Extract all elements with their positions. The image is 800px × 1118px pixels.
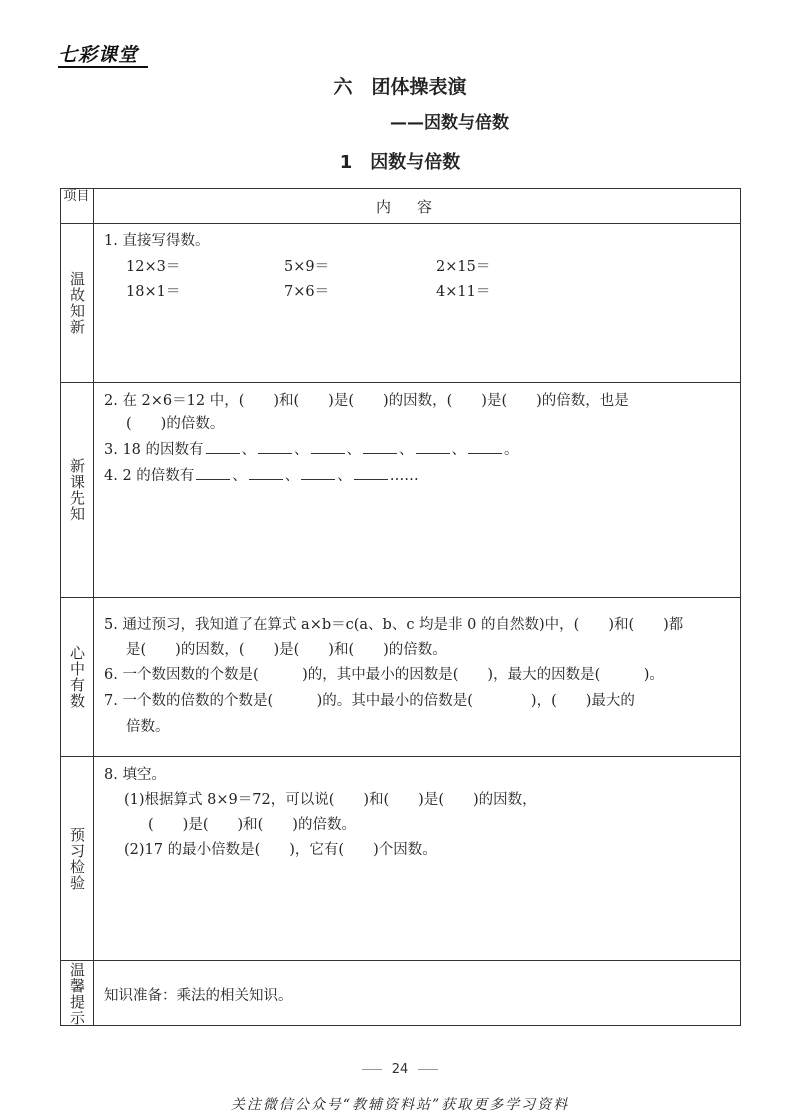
page-number-dash [362,1069,382,1070]
answer-blank[interactable] [249,466,283,480]
question-8-line: ( )是( )和( )的倍数。 [148,817,356,833]
answer-blank[interactable] [354,466,388,480]
question-3-text: 3. 18 的因数有 [104,442,204,458]
question-2-line: ( )的倍数。 [126,416,225,432]
tip-text: 知识准备：乘法的相关知识。 [104,988,293,1004]
section-label-self-check: 预习检验 [68,826,86,891]
lesson-title: 1 因数与倍数 [339,152,461,173]
page-number [0,1062,800,1077]
question-5-line: 是( )的因数，( )是( )和( )的倍数。 [126,642,447,658]
question-3-end: 。 [504,442,519,458]
table-divider [60,960,741,961]
calc-item: 12×3＝ [126,259,181,275]
table-divider [60,597,741,598]
chapter-title: 六 团体操表演 [333,76,467,98]
calc-item: 5×9＝ [284,259,330,275]
brand-underline [58,66,148,68]
question-2-line: 2. 在 2×6＝12 中，( )和( )是( )的因数，( )是( )的倍数，也是 [104,393,629,409]
answer-blank[interactable] [468,440,502,454]
table-divider [60,382,741,383]
header-content-label: 内容 [375,198,458,216]
answer-blank[interactable] [301,466,335,480]
calc-item: 7×6＝ [284,284,330,300]
answer-blank[interactable] [258,440,292,454]
question-4-end: …… [389,468,419,484]
answer-blank[interactable] [363,440,397,454]
answer-blank[interactable] [196,466,230,480]
calc-item: 4×11＝ [436,284,491,300]
header-item-label: 项目 [63,189,90,204]
question-1-title: 1. 直接写得数。 [104,233,210,249]
calc-item: 18×1＝ [126,284,181,300]
section-label-new-lesson: 新课先知 [68,458,86,522]
answer-blank[interactable] [416,440,450,454]
answer-blank[interactable] [206,440,240,454]
section-label-summary: 心中有数 [68,645,86,709]
question-6-line: 6. 一个数因数的个数是( )的，其中最小的因数是( )，最大的因数是( )。 [104,667,664,683]
question-8-line: (1)根据算式 8×9＝72，可以说( )和( )是( )的因数， [124,792,537,808]
question-3: 3. 18 的因数有 、 、 、 、 、 。 [104,442,519,458]
question-4-text: 4. 2 的倍数有 [104,468,195,484]
table-divider [60,223,741,224]
chapter-subtitle: ——因数与倍数 [390,113,509,133]
page-number-dash [418,1069,438,1070]
question-5-line: 5. 通过预习，我知道了在算式 a×b＝c(a、b、c 均是非 0 的自然数)中，( )和( )都 [104,617,684,633]
preview-table [60,188,741,1026]
question-7-line: 7. 一个数的倍数的个数是( )的。其中最小的倍数是( )，( )最大的 [104,693,635,709]
answer-blank[interactable] [311,440,345,454]
table-column-divider [93,188,94,1026]
footer-notice: 关注微信公众号“教辅资料站”获取更多学习资料 [230,1097,570,1113]
question-7-line: 倍数。 [126,719,170,735]
question-8-line: (2)17 的最小倍数是( )，它有( )个因数。 [124,842,437,858]
table-divider [60,756,741,757]
section-label-review: 温故知新 [68,271,86,335]
page-number-text: 24 [391,1062,409,1077]
question-8-title: 8. 填空。 [104,767,166,783]
brand-logo: 七彩课堂 [58,44,139,66]
question-4: 4. 2 的倍数有 、 、 、 …… [104,468,419,484]
section-label-tip: 温馨提示 [68,961,86,1026]
calc-item: 2×15＝ [436,259,491,275]
